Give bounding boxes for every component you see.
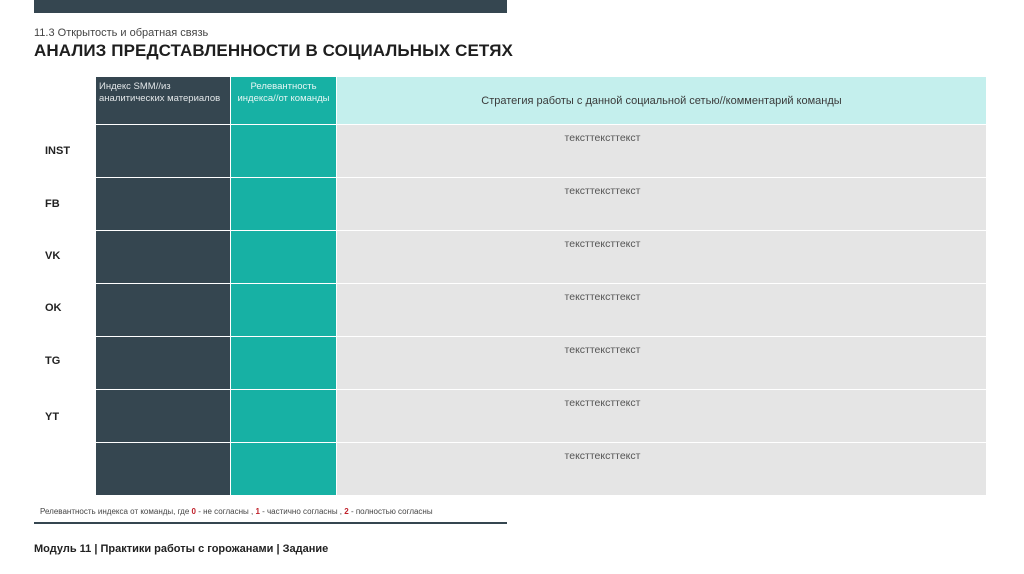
legend-text-2: - полностью согласны <box>350 507 433 516</box>
legend-value-1: 1 <box>255 507 260 516</box>
row-label-fb: FB <box>45 198 60 210</box>
relevance-legend <box>40 507 433 516</box>
row-label-vk: VK <box>45 250 61 262</box>
row-label-tg: TG <box>45 355 61 367</box>
strategy-text: тексттексттекст <box>564 185 641 197</box>
relevance-cell[interactable] <box>231 390 336 442</box>
smm-index-cell[interactable] <box>96 284 230 336</box>
smm-index-cell[interactable] <box>96 178 230 230</box>
footer-text: Модуль 11 | Практики работы с горожанами | Задание <box>34 543 329 555</box>
strategy-cell[interactable] <box>337 178 986 230</box>
strategy-text: тексттексттекст <box>564 238 641 250</box>
strategy-text: тексттексттекст <box>564 450 641 462</box>
strategy-text: тексттексттекст <box>564 344 641 356</box>
footer-divider <box>34 522 507 524</box>
legend-text-1: - частично согласны , <box>262 507 343 516</box>
page-title: АНАЛИЗ ПРЕДСТАВЛЕННОСТИ В СОЦИАЛЬНЫХ СЕТЯХ <box>34 41 513 60</box>
legend-prefix: Релевантность индекса от команды, где <box>40 507 190 516</box>
relevance-cell[interactable] <box>231 125 336 177</box>
strategy-cell[interactable] <box>337 284 986 336</box>
section-label: 11.3 Открытость и обратная связь <box>34 27 209 39</box>
legend-value-0: 0 <box>191 507 196 516</box>
header-smm-index-label: Индекс SMM//из аналитических материалов <box>99 81 221 104</box>
strategy-text: тексттексттекст <box>564 291 641 303</box>
smm-index-cell[interactable] <box>96 125 230 177</box>
header-relevance-label: Релевантность индекса//от команды <box>237 81 330 104</box>
header-smm-index <box>96 77 230 124</box>
social-analysis-table <box>96 77 986 495</box>
strategy-text: тексттексттекст <box>564 397 641 409</box>
row-label-ok: OK <box>45 302 62 314</box>
relevance-cell[interactable] <box>231 231 336 283</box>
smm-index-cell[interactable] <box>96 390 230 442</box>
relevance-cell[interactable] <box>231 178 336 230</box>
relevance-cell[interactable] <box>231 443 336 495</box>
relevance-cell[interactable] <box>231 284 336 336</box>
strategy-cell[interactable] <box>337 390 986 442</box>
header-relevance <box>231 77 336 124</box>
strategy-text: тексттексттекст <box>564 132 641 144</box>
relevance-cell[interactable] <box>231 337 336 389</box>
header-strategy <box>337 77 986 124</box>
smm-index-cell[interactable] <box>96 231 230 283</box>
legend-text-0: - не согласны , <box>198 507 254 516</box>
header-strategy-label: Стратегия работы с данной социальной сетью//комментарий команды <box>481 94 842 107</box>
strategy-cell[interactable] <box>337 443 986 495</box>
top-accent-bar <box>34 0 507 13</box>
row-label-yt: YT <box>45 411 60 423</box>
smm-index-cell[interactable] <box>96 443 230 495</box>
strategy-cell[interactable] <box>337 337 986 389</box>
smm-index-cell[interactable] <box>96 337 230 389</box>
strategy-cell[interactable] <box>337 231 986 283</box>
strategy-cell[interactable] <box>337 125 986 177</box>
legend-value-2: 2 <box>344 507 349 516</box>
row-label-inst: INST <box>45 145 71 157</box>
